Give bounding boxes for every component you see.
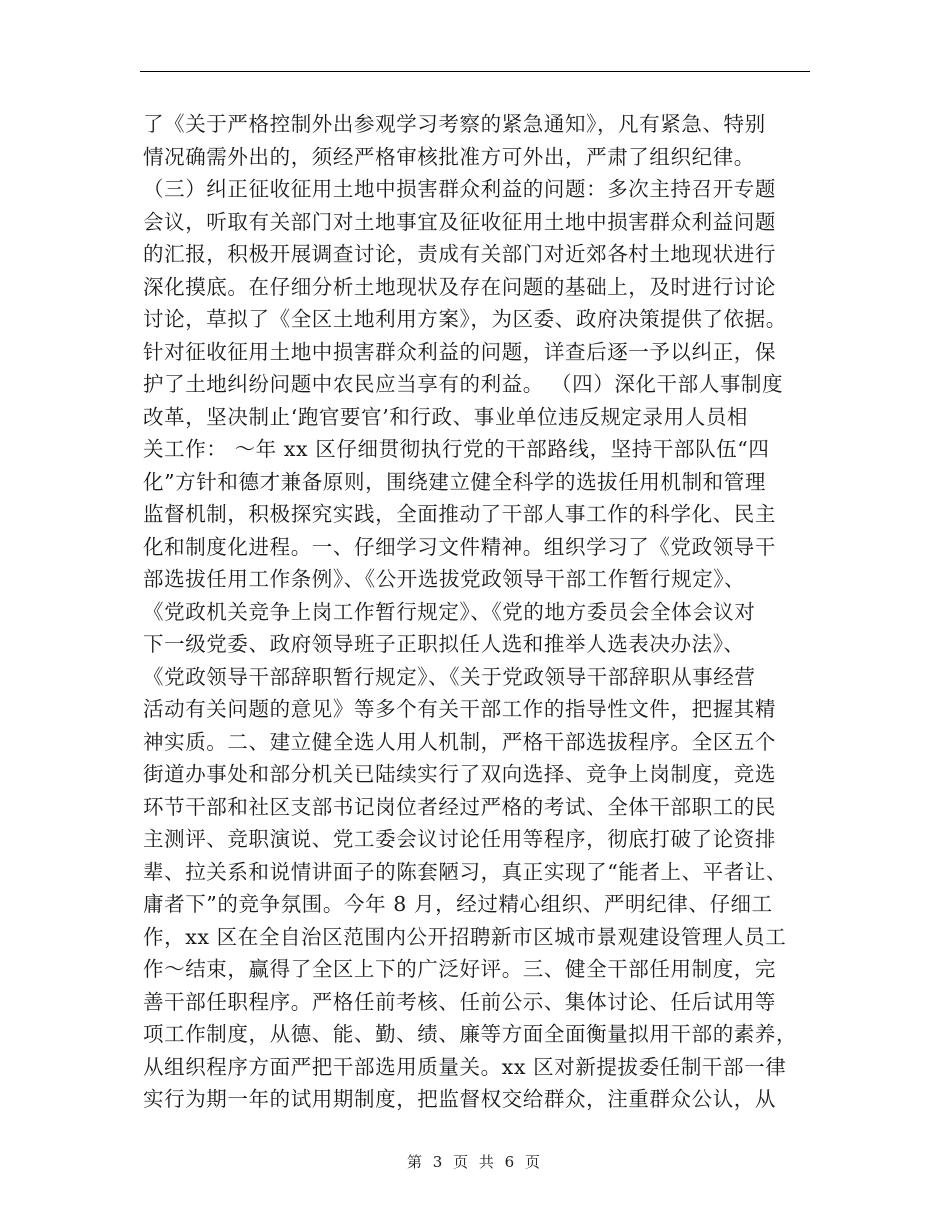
text-line: 下一级党委、政府领导班子正职拟任人选和推举人选表决办法》、 bbox=[143, 632, 745, 656]
text-line: 辈、拉关系和说情讲面子的陈套陋习，真正实现了“能者上、平者让、 bbox=[143, 859, 788, 884]
text-line: 实行为期一年的试用期制度，把监督权交给群众，注重群众公认，从 bbox=[143, 1087, 776, 1111]
text-line: 主测评、竞职演说、党工委会议讨论任用等程序，彻底打破了论资排 bbox=[143, 827, 776, 851]
text-line: 部选拔任用工作条例》、《公开选拔党政领导干部工作暂行规定》、 bbox=[143, 567, 746, 591]
text-line: 护了土地纠纷问题中农民应当享有的利益。 （四）深化干部人事制度 bbox=[143, 372, 784, 396]
text-line: 活动有关问题的意见》等多个有关干部工作的指导性文件，把握其精 bbox=[143, 697, 776, 721]
text-line: 情况确需外出的，须经严格审核批准方可外出，严肃了组织纪律。 bbox=[143, 144, 755, 169]
text-line: （三）纠正征收征用土地中损害群众利益的问题：多次主持召开专题 bbox=[143, 177, 776, 201]
text-line: 会议，听取有关部门对土地事宜及征收征用土地中损害群众利益问题 bbox=[143, 209, 776, 234]
text-line: 《党政领导干部辞职暂行规定》、《关于党政领导干部辞职从事经营 bbox=[143, 664, 756, 689]
text-line: 《党政机关竞争上岗工作暂行规定》、《党的地方委员会全体会议对 bbox=[143, 599, 756, 624]
text-line: 化和制度化进程。一、仔细学习文件精神。组织学习了《党政领导干 bbox=[143, 534, 776, 559]
text-line: 作～结束，赢得了全区上下的广泛好评。三、健全干部任用制度，完 bbox=[143, 957, 776, 981]
text-line: 的汇报，积极开展调查讨论，责成有关部门对近郊各村土地现状进行 bbox=[143, 242, 776, 266]
text-line: 善干部任职程序。严格任前考核、任前公示、集体讨论、任后试用等 bbox=[143, 989, 776, 1014]
text-line: 改革，坚决制止‘跑官要官’和行政、事业单位违反规定录用人员相 bbox=[143, 404, 749, 429]
header-rule bbox=[140, 71, 810, 72]
text-line: 深化摸底。在仔细分析土地现状及存在问题的基础上，及时进行讨论 bbox=[143, 274, 776, 299]
text-line: 化”方针和德才兼备原则，围绕建立健全科学的选拔任用机制和管理 bbox=[143, 469, 766, 494]
text-line: 作，xx 区在全自治区范围内公开招聘新市区城市景观建设管理人员工 bbox=[143, 924, 787, 949]
body-text bbox=[143, 108, 813, 1116]
text-line: 关工作： ～年 xx 区仔细贯彻执行党的干部路线，坚持干部队伍“四 bbox=[143, 437, 770, 461]
text-line: 神实质。二、建立健全选人用人机制，严格干部选拔程序。全区五个 bbox=[143, 729, 776, 754]
text-line: 环节干部和社区支部书记岗位者经过严格的考试、全体干部职工的民 bbox=[143, 794, 776, 819]
text-line: 讨论，草拟了《全区土地利用方案》，为区委、政府决策提供了依据。 bbox=[143, 307, 787, 331]
page-number: 第 3 页 共 6 页 bbox=[407, 1153, 543, 1171]
text-line: 监督机制，积极探究实践，全面推动了干部人事工作的科学化、民主 bbox=[143, 502, 776, 526]
text-line: 庸者下”的竞争氛围。今年 8 月，经过精心组织、严明纪律、仔细工 bbox=[143, 892, 773, 916]
text-line: 项工作制度，从德、能、勤、绩、廉等方面全面衡量拟用干部的素养， bbox=[143, 1022, 798, 1046]
text-line: 针对征收征用土地中损害群众利益的问题，详查后逐一予以纠正，保 bbox=[143, 339, 776, 364]
text-line: 从组织程序方面严把干部选用质量关。xx 区对新提拔委任制干部一律 bbox=[143, 1054, 787, 1079]
text-line: 了《关于严格控制外出参观学习考察的紧急通知》，凡有紧急、特别 bbox=[143, 112, 766, 136]
text-line: 街道办事处和部分机关已陆续实行了双向选择、竞争上岗制度，竞选 bbox=[143, 762, 776, 786]
